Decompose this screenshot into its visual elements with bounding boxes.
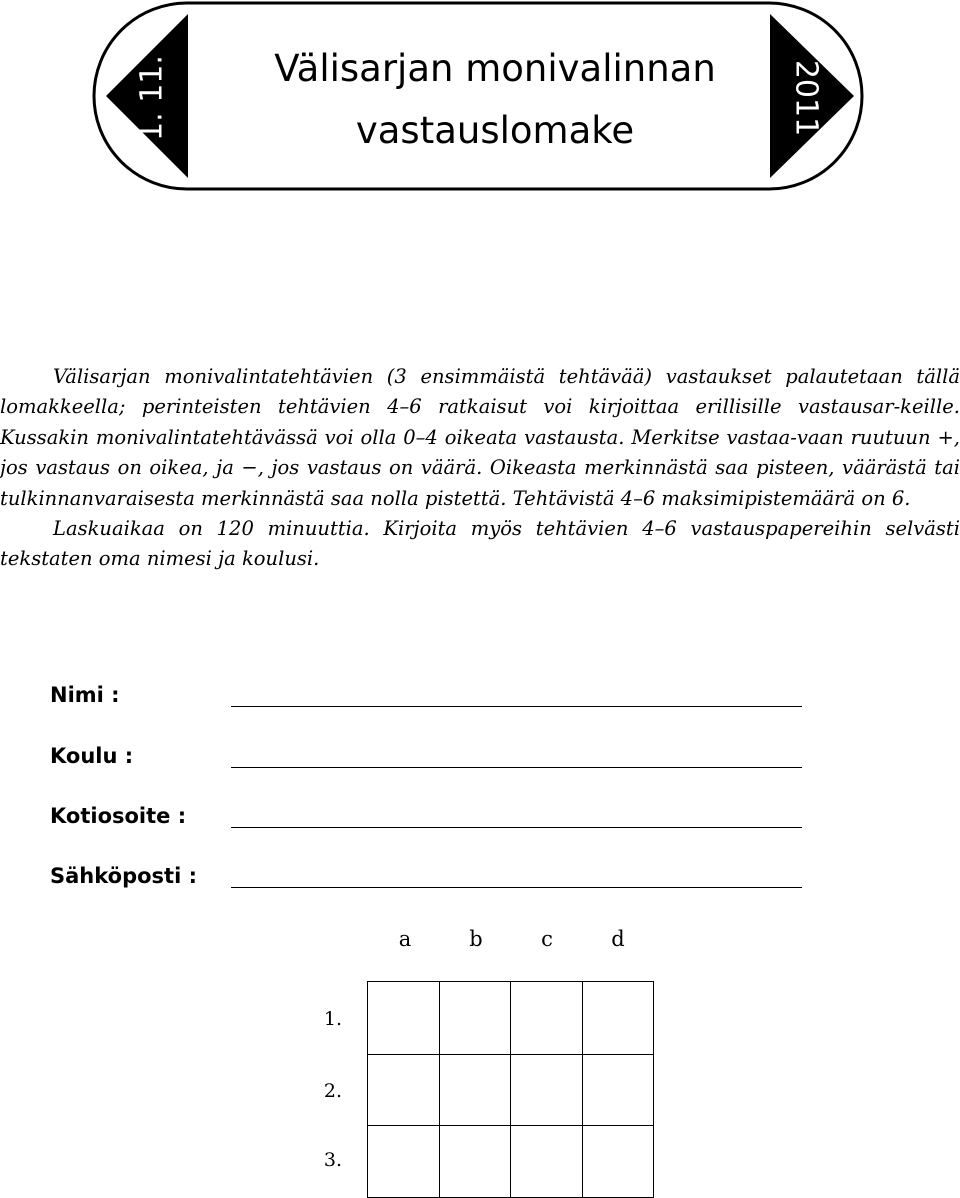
answer-cell-3b[interactable] [439, 1125, 512, 1198]
email-input-line[interactable] [231, 887, 802, 888]
answer-cell-1a[interactable] [367, 981, 440, 1055]
column-header-c: c [541, 927, 553, 951]
answer-grid [367, 981, 654, 1198]
answer-cell-2a[interactable] [367, 1054, 440, 1127]
email-field [50, 861, 810, 891]
answer-cell-1c[interactable] [510, 981, 583, 1055]
school-input-line[interactable] [231, 767, 802, 768]
address-label: Kotiosoite : [50, 804, 187, 828]
date-label: 1. 11. [134, 55, 170, 141]
answer-cell-3a[interactable] [367, 1125, 440, 1198]
instructions-paragraph-1: Välisarjan monivalintatehtävien (3 ensimmäistä tehtävää) vastaukset palautetaan tällä lomakkeella; perinteisten tehtävien 4–6 ratkaisut voi kirjoittaa erillisille vastausar-keille. Kussakin monivalintatehtävässä voi olla 0–4 oikeata vastausta. Merkitse vastaa-vaan ruutuun +, jos vastaus on oikea, ja −, jos vastaus on väärä. Oikeasta merkinnästä saa pisteen, väärästä tai tulkinnanvaraisesta merkinnästä saa nolla pistettä. Tehtävistä 4–6 maksimipistemäärä on 6. [0, 365, 960, 510]
title-line-2: vastauslomake [355, 109, 635, 152]
answer-cell-1b[interactable] [439, 981, 512, 1055]
answer-cell-3d[interactable] [582, 1125, 655, 1198]
answer-cell-2b[interactable] [439, 1054, 512, 1127]
name-input-line[interactable] [231, 706, 802, 707]
school-label: Koulu : [50, 744, 134, 768]
answer-cell-2c[interactable] [510, 1054, 583, 1127]
row-label-1: 1. [323, 1008, 343, 1030]
column-header-b: b [469, 927, 483, 951]
row-label-3: 3. [323, 1149, 343, 1171]
instructions [0, 362, 960, 575]
answer-cell-2d[interactable] [582, 1054, 655, 1127]
address-field [50, 801, 810, 831]
title-line-1: Välisarjan monivalinnan [274, 47, 716, 90]
header-banner [78, 0, 878, 192]
school-field [50, 741, 810, 771]
name-field [50, 680, 810, 710]
instructions-paragraph-2: Laskuaikaa on 120 minuuttia. Kirjoita myös tehtävien 4–6 vastauspapereihin selvästi tekstaten oma nimesi ja koulusi. [0, 517, 960, 571]
address-input-line[interactable] [231, 827, 802, 828]
column-header-d: d [611, 927, 625, 951]
row-label-2: 2. [323, 1080, 343, 1102]
answer-cell-1d[interactable] [582, 981, 655, 1055]
year-label: 2011 [788, 59, 824, 137]
column-header-a: a [398, 927, 412, 951]
email-label: Sähköposti : [50, 864, 197, 888]
name-label: Nimi : [50, 683, 120, 707]
answer-cell-3c[interactable] [510, 1125, 583, 1198]
page-title [228, 38, 762, 162]
